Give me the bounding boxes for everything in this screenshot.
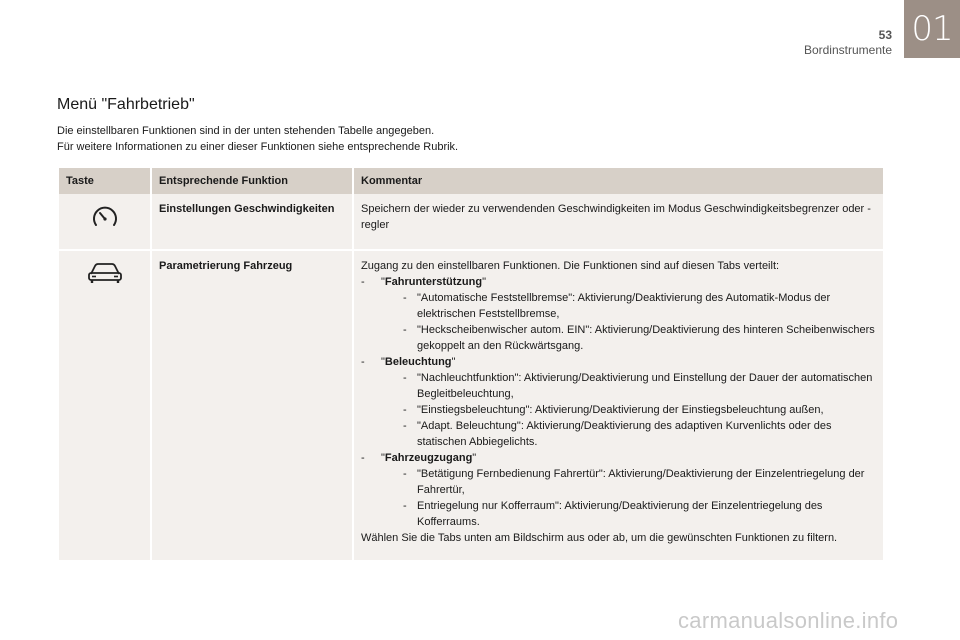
header-function: Entsprechende Funktion <box>152 168 352 194</box>
car-icon <box>66 261 143 285</box>
speedometer-icon <box>66 204 143 230</box>
function-list <box>381 370 876 450</box>
header-key: Taste <box>59 168 150 194</box>
tab-group: - "Fahrunterstützung" - "Automatische Feststellbremse": Aktivierung/Deaktivierung des Automatik-Modus der elektrischen Feststellbremse, - "Heckscheibenwischer autom. EIN": Aktivierung/Deaktivierung des hinteren Scheibenwischers gekoppelt an den Rückwärtsgang. <box>361 274 876 354</box>
key-cell <box>59 249 150 560</box>
comment-cell: Speichern der wieder zu verwendenden Geschwindigkeiten im Modus Geschwindigkeitsbegrenzer oder -regler <box>354 194 883 249</box>
function-list <box>381 466 876 530</box>
intro-line: Für weitere Informationen zu einer dieser Funktionen siehe entsprechende Rubrik. <box>57 141 459 153</box>
function-name: Einstellungen Geschwindigkeiten <box>152 194 352 249</box>
chapter-badge: 01 <box>904 0 960 58</box>
table-header-row <box>59 168 883 194</box>
header-comment: Kommentar <box>354 168 883 194</box>
list-item: - "Nachleuchtfunktion": Aktivierung/Deaktivierung und Einstellung der Dauer der automatischen Begleitbeleuchtung, <box>381 370 876 402</box>
comment-outro: Wählen Sie die Tabs unten am Bildschirm aus oder ab, um die gewünschten Funktionen zu filtern. <box>361 532 838 544</box>
table-row <box>59 194 883 249</box>
comment-intro: Zugang zu den einstellbaren Funktionen. Die Funktionen sind auf diesen Tabs verteilt: <box>361 260 780 272</box>
function-name: Parametrierung Fahrzeug <box>152 249 352 560</box>
list-item: - "Einstiegsbeleuchtung": Aktivierung/Deaktivierung der Einstiegsbeleuchtung außen, <box>381 402 876 418</box>
tab-name: Beleuchtung <box>384 356 452 368</box>
tab-list <box>361 274 876 530</box>
list-item: - "Betätigung Fernbedienung Fahrertür": Aktivierung/Deaktivierung der Einzelentriegelung der Fahrertür, <box>381 466 876 498</box>
list-item: - "Heckscheibenwischer autom. EIN": Aktivierung/Deaktivierung des hinteren Scheibenwischers gekoppelt an den Rückwärtsgang. <box>381 322 876 354</box>
section-name: Bordinstrumente <box>803 43 892 57</box>
intro-line: Die einstellbaren Funktionen sind in der unten stehenden Tabelle angegeben. <box>57 125 435 137</box>
watermark: carmanualsonline.info <box>678 608 899 633</box>
list-item: - "Adapt. Beleuchtung": Aktivierung/Deaktivierung des adaptiven Kurvenlichts oder des statischen Abbiegelichts. <box>381 418 876 450</box>
list-item: - "Automatische Feststellbremse": Aktivierung/Deaktivierung des Automatik-Modus der elektrischen Feststellbremse, <box>381 290 876 322</box>
function-list <box>381 290 876 354</box>
key-cell <box>59 194 150 249</box>
functions-table <box>57 168 885 560</box>
list-item: - Entriegelung nur Kofferraum": Aktivierung/Deaktivierung der Einzelentriegelung des Kofferraums. <box>381 498 876 530</box>
intro-text <box>57 123 458 155</box>
tab-group: - "Fahrzeugzugang" - "Betätigung Fernbedienung Fahrertür": Aktivierung/Deaktivierung der Einzelentriegelung der Fahrertür, - Entriegelung nur Kofferraum": Aktivierung/Deaktivierung der Einzelentriegelung des Kofferraums. <box>361 450 876 530</box>
tab-name: Fahrzeugzugang <box>384 452 473 464</box>
tab-name: Fahrunterstützung <box>384 276 483 288</box>
tab-group: - "Beleuchtung" - "Nachleuchtfunktion": Aktivierung/Deaktivierung und Einstellung der Dauer der automatischen Begleitbeleuchtung, - "Einstiegsbeleuchtung": Aktivierung/Deaktivierung der Einstiegsbeleuchtung außen, - "Adapt. Beleuchtung": Aktivierung/Deaktivierung des adaptiven Kurvenlichts oder des statischen Abbiegelichts. <box>361 354 876 450</box>
page-number: 53 <box>878 28 892 42</box>
table-row <box>59 249 883 560</box>
comment-cell <box>354 249 883 560</box>
page-title: Menü "Fahrbetrieb" <box>57 96 195 113</box>
